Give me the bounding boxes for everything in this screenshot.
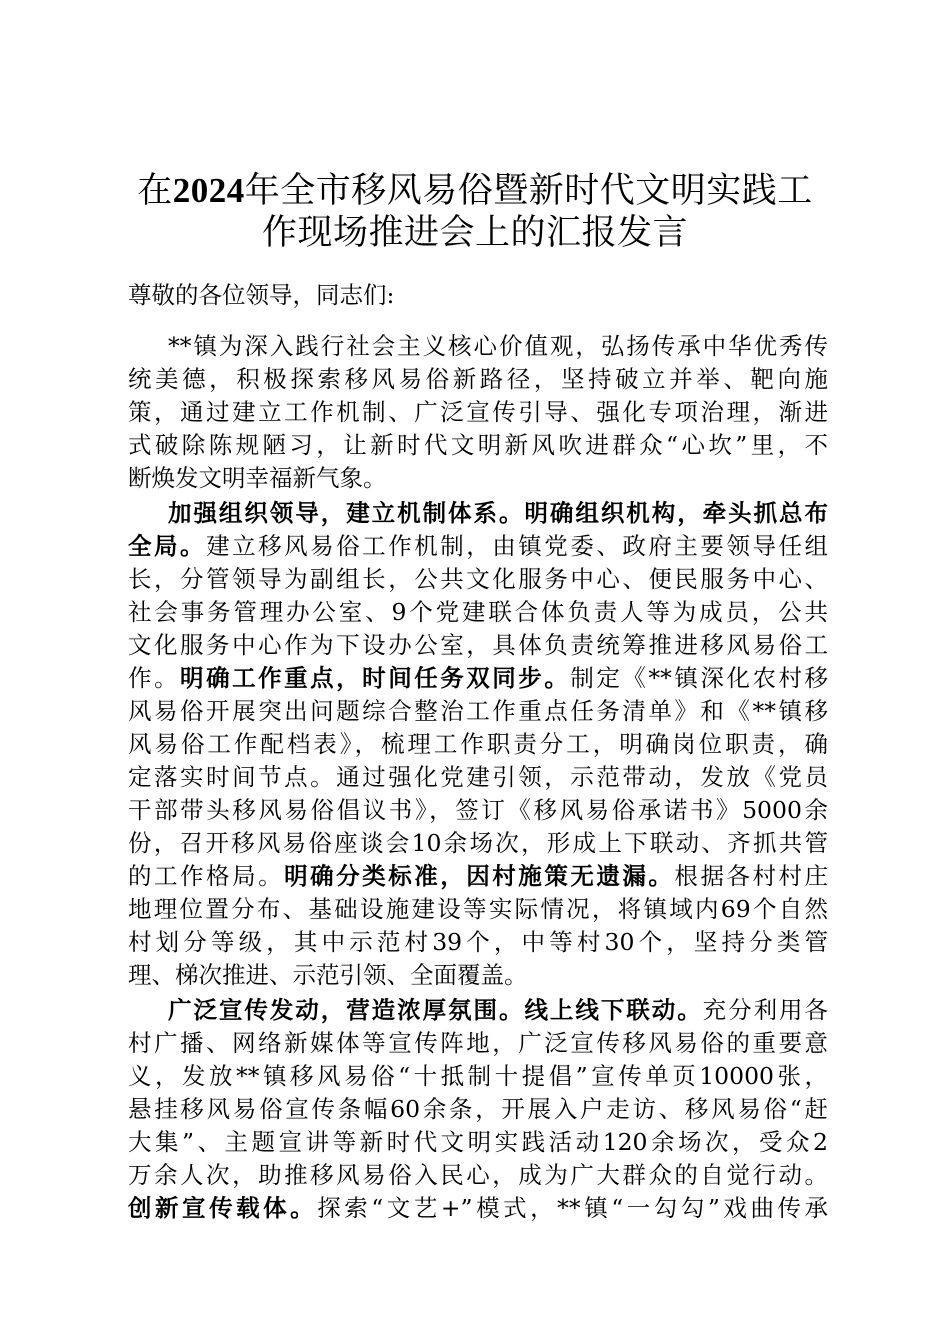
text-run: 制定《**镇深化农村移 <box>570 664 829 692</box>
text-run: 长，分管领导为副组长，公共文化服务中心、便民服务中心、 <box>128 565 828 593</box>
text-line <box>128 860 828 892</box>
title-prefix: 在 <box>137 171 173 211</box>
text-run: 干部带头移风易俗倡议书》，签订《移风易俗承诺书》5000余 <box>128 796 828 824</box>
text-line <box>128 728 828 760</box>
text-run: 村广播、网络新媒体等宣传阵地，广泛宣传移风易俗的重要意 <box>128 1029 828 1057</box>
text-run: 式破除陈规陋习，让新时代文明新风吹进群众“心坎”里，不 <box>128 431 828 459</box>
text-run: 建立移风易俗工作机制，由镇党委、政府主要领导任组 <box>206 532 829 560</box>
text-run: 义，发放**镇移风易俗“十抵制十提倡”宣传单页10000张， <box>128 1062 828 1090</box>
text-run: 村划分等级，其中示范村39个，中等村30个，坚持分类管 <box>128 928 828 956</box>
text-run: 文化服务中心作为下设办公室，具体负责统筹推进移风易俗工 <box>128 631 828 659</box>
text-run: 大集”、主题宣讲等新时代文明实践活动120余场次，受众2 <box>128 1128 828 1156</box>
text-run: 充分利用各 <box>702 996 829 1024</box>
text-run: 策，通过建立工作机制、广泛宣传引导、强化专项治理，渐进 <box>128 398 828 426</box>
title-line-1-rest: 年全市移风易俗暨新时代文明实践工 <box>244 171 813 211</box>
text-line <box>128 1126 828 1158</box>
text-line <box>128 563 828 595</box>
text-run: 悬挂移风易俗宣传条幅60余条，开展入户走访、移风易俗“赶 <box>128 1095 828 1123</box>
text-line <box>168 994 828 1026</box>
text-line <box>128 761 828 793</box>
text-run: **镇为深入践行社会主义核心价值观，弘扬传承中华优秀传 <box>168 332 828 360</box>
text-run: 断焕发文明幸福新气象。 <box>128 464 387 492</box>
text-line <box>128 794 828 826</box>
text-run: 的工作格局。 <box>128 862 285 890</box>
text-line <box>128 429 828 461</box>
title-line-1 <box>120 170 830 212</box>
text-run: 统美德，积极探索移风易俗新路径，坚持破立并举、靶向施 <box>128 365 828 393</box>
text-line <box>128 959 528 991</box>
text-line <box>128 893 828 925</box>
text-line <box>128 1060 828 1092</box>
text-line <box>128 1192 828 1224</box>
text-line <box>128 1159 828 1191</box>
text-line <box>168 330 828 362</box>
text-line <box>128 629 828 661</box>
text-run: 万余人次，助推移风易俗入民心，成为广大群众的自觉行动。 <box>128 1161 828 1189</box>
document-title <box>120 170 830 254</box>
text-line <box>128 396 828 428</box>
text-line <box>128 1093 828 1125</box>
text-run: 根据各村村庄 <box>674 862 829 890</box>
text-line <box>128 530 828 562</box>
text-line <box>128 695 828 727</box>
title-line-2: 作现场推进会上的汇报发言 <box>261 213 688 253</box>
text-run: 理、梯次推进、示范引领、全面覆盖。 <box>128 961 528 989</box>
salutation: 尊敬的各位领导，同志们: <box>128 281 395 309</box>
text-line <box>128 596 828 628</box>
sub-heading: 明确分类标准，因村施策无遗漏。 <box>284 862 675 890</box>
text-run: 风易俗工作配档表》，梳理工作职责分工，明确岗位职责，确 <box>128 730 828 758</box>
title-year: 2024 <box>172 171 245 210</box>
text-line <box>128 363 828 395</box>
sub-heading: 创新宣传载体。 <box>128 1194 318 1222</box>
sub-heading: 明确工作重点，时间任务双同步。 <box>180 664 571 692</box>
text-run: 定落实时间节点。通过强化党建引领，示范带动，发放《党员 <box>128 763 828 791</box>
text-line <box>128 827 828 859</box>
section-heading: 加强组织领导，建立机制体系。明确组织机构，牵头抓总布 <box>168 499 828 527</box>
text-run: 风易俗开展突出问题综合整治工作重点任务清单》和《**镇移 <box>128 697 828 725</box>
text-run: 社会事务管理办公室、9个党建联合体负责人等为成员，公共 <box>128 598 828 626</box>
sub-heading: 全局。 <box>128 532 207 560</box>
text-line <box>128 1027 828 1059</box>
section-heading: 广泛宣传发动，营造浓厚氛围。线上线下联动。 <box>168 996 703 1024</box>
text-line <box>168 497 828 529</box>
text-line <box>128 662 828 694</box>
text-run: 探索“文艺+”模式，**镇“一勾勾”戏曲传承 <box>317 1194 828 1222</box>
text-line <box>128 462 387 494</box>
text-run: 作。 <box>128 664 181 692</box>
text-run: 份，召开移风易俗座谈会10余场次，形成上下联动、齐抓共管 <box>128 829 828 857</box>
text-run: 地理位置分布、基础设施建设等实际情况，将镇域内69个自然 <box>128 895 828 923</box>
text-line <box>128 926 828 958</box>
